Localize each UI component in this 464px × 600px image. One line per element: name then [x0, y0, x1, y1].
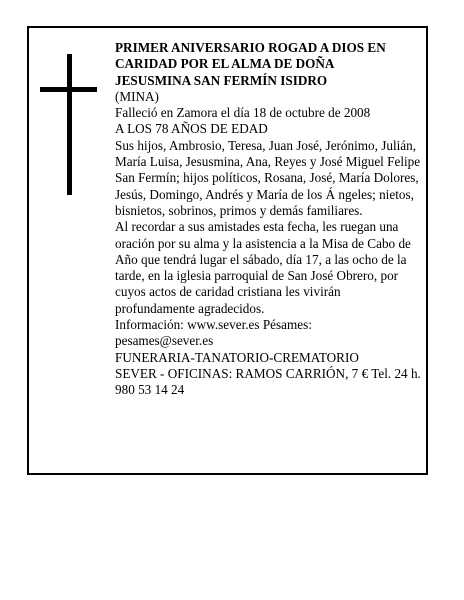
header-line-2: CARIDAD POR EL ALMA DE DOÑA: [115, 56, 335, 72]
nickname: (MINA): [115, 88, 159, 104]
header-line-1: PRIMER ANIVERSARIO ROGAD A DIOS EN: [115, 40, 386, 55]
email-line: pesames@sever.es: [115, 333, 214, 349]
family-text: Sus hijos, Ambrosio, Teresa, Juan José, Jerónimo, Julián, María Luisa, Jesusmina, Ana, Reyes y José Miguel Felipe San Fermín; hijos políticos, Rosana, José, María Dolores, Jesús, Domingo, Andrés y María de los Á ngeles; nietos, bisnietos, sobrinos, primos y demás familiares.: [115, 137, 421, 218]
obituary-notice: [27, 26, 428, 475]
header-line-3: JESUSMINA SAN FERMÍN ISIDRO: [115, 72, 328, 88]
obituary-text: [115, 40, 421, 399]
death-line: Falleció en Zamora el día 18 de octubre de 2008: [115, 105, 371, 121]
address-line: SEVER - OFICINAS: RAMOS CARRIÓN, 7 € Tel. 24 h. 980 53 14 24: [115, 365, 421, 398]
cross-icon: [67, 54, 72, 195]
age-line: A LOS 78 AÑOS DE EDAD: [115, 121, 268, 137]
funeral-home: FUNERARIA-TANATORIO-CREMATORIO: [115, 349, 359, 365]
cross-icon-bar: [40, 87, 97, 92]
invitation-text: Al recordar a sus amistades esta fecha, les ruegan una oración por su alma y la asistencia a la Misa de Cabo de Año que tendrá lugar el sábado, día 17, a las ocho de la tarde, en la iglesia parroquial de San José Obrero, por cuyos actos de caridad cristiana les vivirán profundamente agradecidos.: [115, 219, 411, 316]
info-line: Información: www.sever.es Pésames:: [115, 317, 312, 333]
